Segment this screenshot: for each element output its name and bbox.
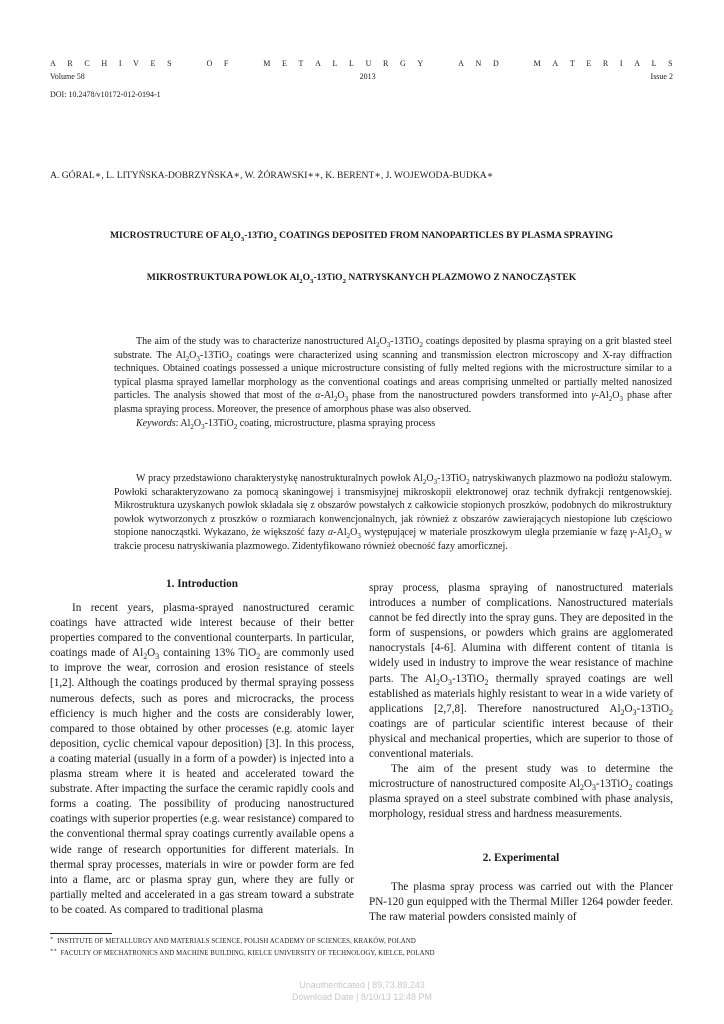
doi-link[interactable]: DOI: 10.2478/v10172-012-0194-1 — [50, 90, 161, 99]
journal-letter: T — [298, 59, 304, 68]
journal-letter: C — [84, 59, 90, 68]
year-label: 2013 — [359, 72, 376, 81]
journal-letter: A — [50, 59, 56, 68]
journal-name — [50, 59, 673, 68]
footnote-affiliation-2: ∗∗ FACULTY OF MECHATRONICS AND MACHINE BUILDING, KIELCE UNIVERSITY OF TECHNOLOGY, KIELCE, POLAND — [50, 948, 435, 957]
journal-letter: A — [458, 59, 464, 68]
journal-letter: T — [569, 59, 575, 68]
journal-letter: Y — [417, 59, 424, 68]
journal-letter: V — [133, 59, 139, 68]
body-column-right — [369, 581, 673, 823]
journal-letter: N — [475, 59, 482, 68]
journal-letter: R — [602, 59, 609, 68]
journal-letter: E — [282, 59, 287, 68]
paragraph: The aim of the present study was to determine the microstructure of nanostructured composite $Al_2O_3-13TiO_2$ coatings plasma sprayed on a steel substrate combined with phase analysis, morphology, residual stress and hardness measurements. — [369, 763, 673, 821]
journal-letter: D — [492, 59, 499, 68]
abstract-text: The aim of the study was to characterize nanostructured $Al_2O_3-13TiO_2$ coatings deposited by plasma spraying on a grit blasted steel substrate. The $Al_2O_3-13TiO_2$ coatings were characterized using scanning and transmission electron microscopy and X-ray diffraction techniques. Obtained coatings possessed a unique microstructure consisting of fully melted regions with the microstructure similar to a typical plasma sprayed lamellar morphology as the conventional coatings and areas comprising unmelted or partially melted nanosized particles. The analysis showed that most of the $\alpha-Al_2O_3$ phase from the nanostructured powders transformed into $\gamma-Al_2O_3$ phase after plasma spraying process. Moreover, the presence of amorphous phase was also observed. — [114, 336, 673, 415]
body-column-right-experimental — [369, 880, 673, 925]
abstract-polish — [114, 472, 672, 554]
journal-letter: H — [101, 59, 108, 68]
journal-letter: I — [619, 59, 623, 68]
journal-letter: A — [315, 59, 321, 68]
journal-letter: U — [365, 59, 372, 68]
section-heading-introduction: 1. Introduction — [166, 578, 238, 590]
journal-letter: R — [382, 59, 389, 68]
journal-letter: R — [67, 59, 73, 68]
journal-letter: A — [552, 59, 559, 68]
footnote-affiliation-1: ∗ INSTITUTE OF METALLURGY AND MATERIALS SCIENCE, POLISH ACADEMY OF SCIENCES, KRAKÓW, POLAND — [50, 936, 416, 945]
download-watermark-ip: Unauthenticated | 89.73.89.243 — [299, 980, 425, 990]
issue-label: Issue 2 — [650, 72, 673, 81]
journal-letter: E — [150, 59, 156, 68]
paragraph: In recent years, plasma-sprayed nanostructured ceramic coatings have attracted wide interest because of their better properties compared to the conventional counterparts. In particular, coatings made of $Al_2O_3$ containing 13% TiO$_2$ are commonly used to improve the wear, corrosion and erosion resistance of steels [1,2]. Although the coatings produced by thermal spraying possess numerous defects, such as pores and microcracks, the process efficiency is much higher and the costs are considerably lower, compared to those obtained by other processes (e.g. atomic layer deposition, cyclic chemical vapour deposition) [3]. In this process, a coating material (usually in a form of a powder) is injected into a plasma stream where it is heated and accelerated toward the substrate. After impacting the surface the ceramic rapidly cools and forms a coating. The possibility of producing nanostructured coatings with superior properties (e.g. wear resistance) compared to the conventional thermal spray coatings currently available opens a wide range of research opportunities for different materials. In thermal spray processes, materials in wire or powder form are fed into a flame, arc or plasma spray gun, where they are fully or partially melted and accelerated in a gas stream toward a substrate to be coated. As compared to traditional plasma — [50, 602, 354, 916]
author-list: A. GÓRAL∗, L. LITYŃSKA-DOBRZYŃSKA∗, W. ŻÓRAWSKI∗∗, K. BERENT∗, J. WOJEWODA-BUDKA∗ — [50, 170, 494, 181]
journal-letter: S — [668, 59, 673, 68]
paper-title-english: MICROSTRUCTURE OF $Al_2O_3-13TiO_2$ COATINGS DEPOSITED FROM NANOPARTICLES BY PLASMA SPRAYING — [109, 230, 614, 243]
journal-letter: M — [263, 59, 271, 68]
paragraph: spray process, plasma spraying of nanostructured materials introduces a number of complications. Nanostructured materials cannot be fed directly into the spray guns. They are deposited in the form of suspensions, or powders which grains are agglomerated nanocrystals [4-6]. Alumina with different content of titania is widely used in industry to improve the wear resistance of machine parts. The $Al_2O_3-13TiO_2$ thermally sprayed coatings are well established as materials highly resistant to wear in a wide variety of applications [2,7,8]. Therefore nanostructured $Al_2O_3-13TiO_2$ coatings are of particular scientific interest because of their physical and mechanical properties, which are superior to those of conventional materials. — [369, 582, 673, 761]
abstract-polish-text: W pracy przedstawiono charakterystykę nanostrukturalnych powłok $Al_2O_3-13TiO_2$ natryskiwanych plazmowo na podłożu stalowym. Powłoki scharakteryzowano za pomocą skaningowej i transmisyjnej mikroskopii elektronowej oraz technik dyfrakcji rentgenowskiej. Mikrostruktura uzyskanych powłok składała się z obszarów powstałych z całkowicie stopionych proszków, podobnych do mikrostruktury powłok wytworzonych z proszków o rozmiarach konwencjonalnych, jak również z obszarów zawierających niestopione lub częściowo stopione nanocząstki. Wykazano, że większość fazy $\alpha-Al_2O_3$ występującej w materiale proszkowym uległa przemianie w fazę $\gamma-Al_2O_3$ w trakcie procesu natryskiwania plazmowego. Zidentyfikowano również obecność fazy amorficznej. — [114, 473, 672, 552]
journal-letter: L — [651, 59, 657, 68]
abstract — [114, 335, 672, 430]
volume-label: Volume 58 — [50, 72, 85, 81]
journal-letter: L — [349, 59, 354, 68]
paragraph: The plasma spray process was carried out with the Plancer PN-120 gun equipped with the Thermal Miller 1264 powder feeder. The raw material powders consisted mainly of — [369, 881, 673, 924]
journal-letter: E — [586, 59, 592, 68]
journal-letter: L — [332, 59, 338, 68]
journal-letter: O — [206, 59, 213, 68]
paper-title-polish: MIKROSTRUKTURA POWŁOK $Al_2O_3-13TiO_2$ NATRYSKANYCH PLAZMOWO Z NANOCZĄSTEK — [146, 272, 577, 285]
journal-letter: F — [223, 59, 229, 68]
download-watermark-date: Download Date | 8/10/13 12:48 PM — [292, 992, 432, 1002]
section-heading-experimental: 2. Experimental — [482, 852, 560, 864]
body-column-left — [50, 601, 354, 918]
keywords: Keywords: $Al_2O_3-13TiO_2$ coating, microstructure, plasma spraying process — [136, 417, 436, 431]
journal-letter: G — [399, 59, 406, 68]
journal-letter: I — [118, 59, 122, 68]
volume-row — [50, 72, 673, 81]
journal-letter: M — [533, 59, 541, 68]
journal-letter: A — [634, 59, 640, 68]
footnote-divider — [50, 933, 112, 934]
journal-letter: S — [167, 59, 172, 68]
